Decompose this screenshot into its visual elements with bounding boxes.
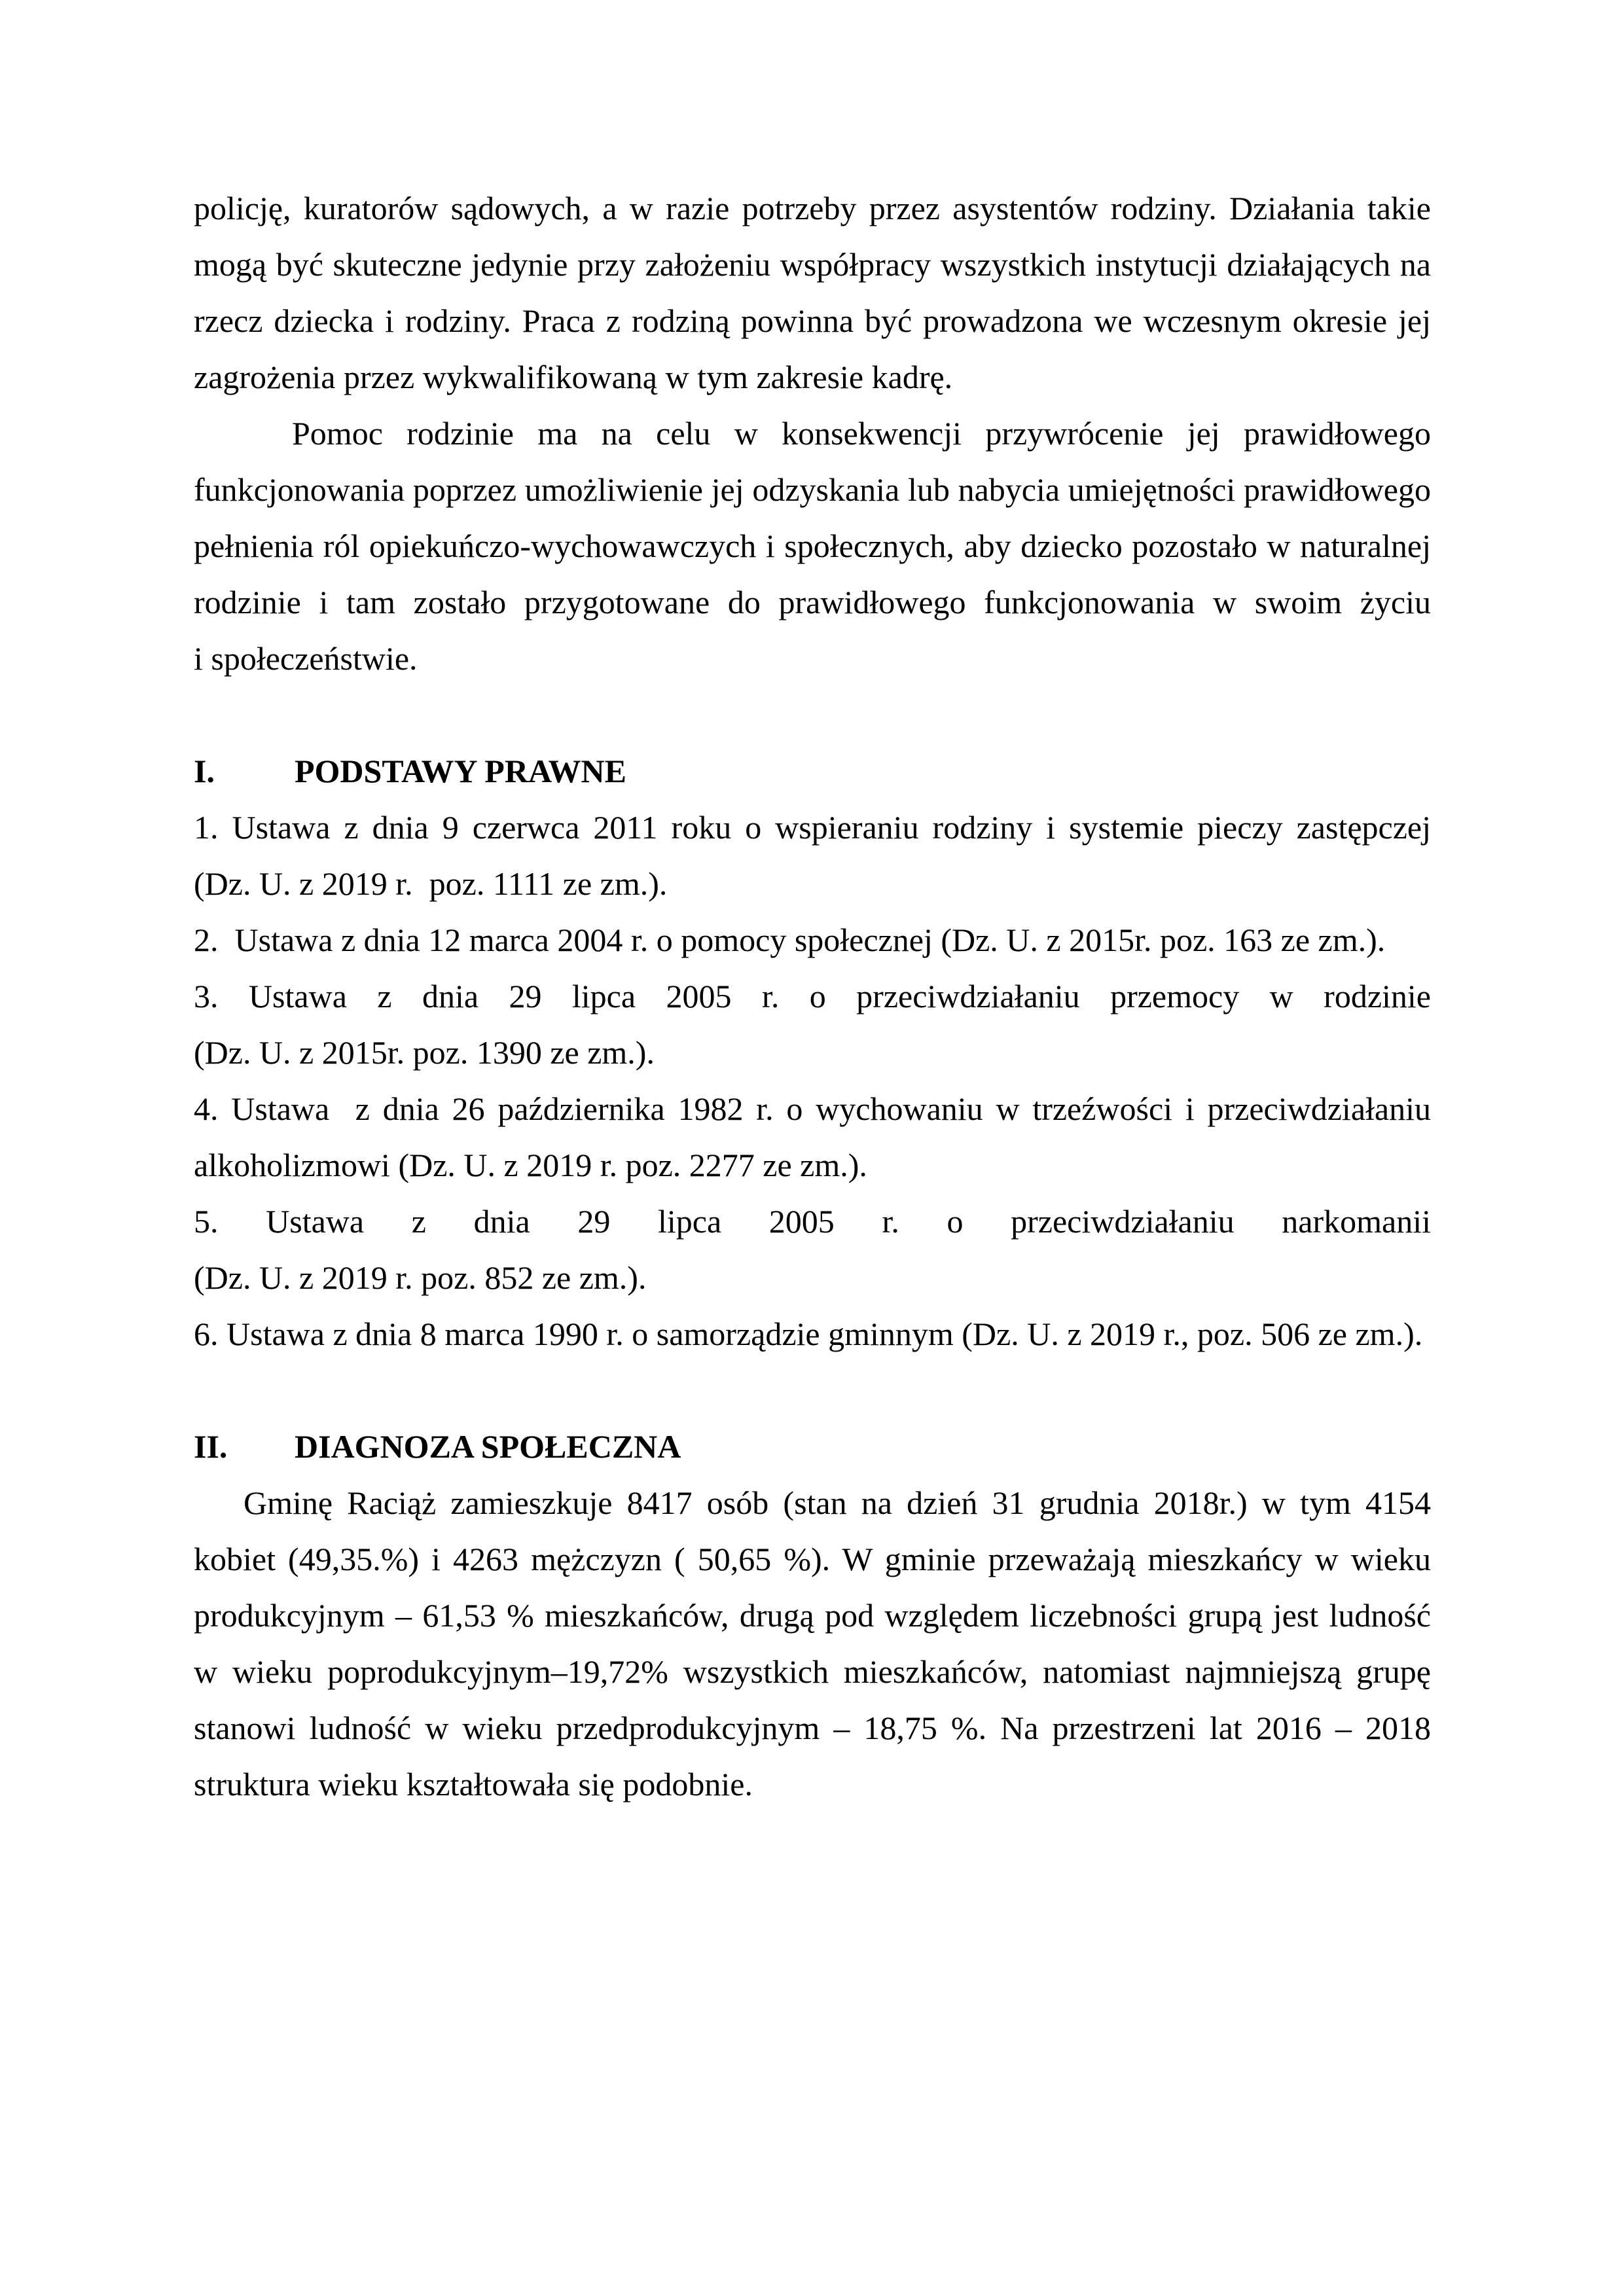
- text-line: alkoholizmowi (Dz. U. z 2019 r. poz. 2277 ze zm.).: [194, 1147, 867, 1183]
- text-line: rzecz dziecka i rodziny. Praca z rodziną powinna być prowadzona we wczesnym okresie jej: [194, 302, 1431, 339]
- text-line: (Dz. U. z 2019 r. poz. 1111 ze zm.).: [194, 865, 668, 902]
- paragraph-family-work: [194, 180, 1431, 405]
- text-line: 4. Ustawa z dnia 26 października 1982 r. o wychowaniu w trzeźwości i przeciwdziałaniu: [194, 1090, 1431, 1127]
- text-line: Pomoc rodzinie ma na celu w konsekwencji przywrócenie jej prawidłowego: [292, 415, 1431, 452]
- text-line: (Dz. U. z 2019 r. poz. 852 ze zm.).: [194, 1259, 647, 1296]
- section1-number: I.: [194, 753, 215, 789]
- text-line: kobiet (49,35.%) i 4263 mężczyzn ( 50,65 %). W gminie przeważają mieszkańcy w wieku: [194, 1541, 1431, 1577]
- text-line: zagrożenia przez wykwalifikowaną w tym zakresie kadrę.: [194, 359, 953, 395]
- legal-item-2: [194, 912, 1431, 968]
- legal-item-4: [194, 1081, 1431, 1193]
- text-line: mogą być skuteczne jedynie przy założeniu współpracy wszystkich instytucji działających na: [194, 246, 1431, 283]
- text-line: produkcyjnym – 61,53 % mieszkańców, drugą pod względem liczebności grupą jest ludność: [194, 1597, 1431, 1634]
- section1-heading: [194, 743, 1431, 799]
- text-line: Gminę Raciąż zamieszkuje 8417 osób (stan na dzień 31 grudnia 2018r.) w tym 4154: [244, 1484, 1431, 1521]
- text-line: 2. Ustawa z dnia 12 marca 2004 r. o pomocy społecznej (Dz. U. z 2015r. poz. 163 ze zm.).: [194, 922, 1386, 958]
- text-line: w wieku poprodukcyjnym–19,72% wszystkich mieszkańców, natomiast najmniejszą grupę: [194, 1653, 1431, 1690]
- text-line: 1. Ustawa z dnia 9 czerwca 2011 roku o wspieraniu rodziny i systemie pieczy zastępczej: [194, 809, 1431, 846]
- text-line: rodzinie i tam zostało przygotowane do prawidłowego funkcjonowania w swoim życiu: [194, 584, 1431, 620]
- legal-item-5: [194, 1193, 1431, 1306]
- text-line: 3. Ustawa z dnia 29 lipca 2005 r. o przeciwdziałaniu przemocy w rodzinie: [194, 978, 1431, 1014]
- section1-title: PODSTAWY PRAWNE: [295, 753, 626, 789]
- text-line: pełnienia ról opiekuńczo-wychowawczych i społecznych, aby dziecko pozostało w naturalnej: [194, 528, 1431, 564]
- text-line: funkcjonowania poprzez umożliwienie jej odzyskania lub nabycia umiejętności prawidłowego: [194, 471, 1431, 508]
- text-line: 6. Ustawa z dnia 8 marca 1990 r. o samorządzie gminnym (Dz. U. z 2019 r., poz. 506 ze zm.).: [194, 1316, 1423, 1352]
- blank-line: [194, 1362, 1431, 1418]
- section2-title: DIAGNOZA SPOŁECZNA: [295, 1428, 681, 1465]
- legal-item-6: [194, 1306, 1431, 1362]
- text-line: stanowi ludność w wieku przedprodukcyjnym – 18,75 %. Na przestrzeni lat 2016 – 2018: [194, 1710, 1431, 1746]
- legal-item-1: [194, 799, 1431, 912]
- section2-heading: [194, 1418, 1431, 1475]
- paragraph-help-goal: [194, 405, 1431, 687]
- legal-item-3: [194, 968, 1431, 1081]
- paragraph-social-diagnosis: [194, 1475, 1431, 1812]
- text-line: struktura wieku kształtowała się podobnie.: [194, 1766, 753, 1803]
- text-line: policję, kuratorów sądowych, a w razie potrzeby przez asystentów rodziny. Działania takie: [194, 190, 1431, 226]
- text-line: i społeczeństwie.: [194, 640, 418, 677]
- text-line: (Dz. U. z 2015r. poz. 1390 ze zm.).: [194, 1034, 655, 1071]
- section2-number: II.: [194, 1428, 228, 1465]
- blank-line: [194, 687, 1431, 743]
- text-line: 5. Ustawa z dnia 29 lipca 2005 r. o przeciwdziałaniu narkomanii: [194, 1203, 1431, 1240]
